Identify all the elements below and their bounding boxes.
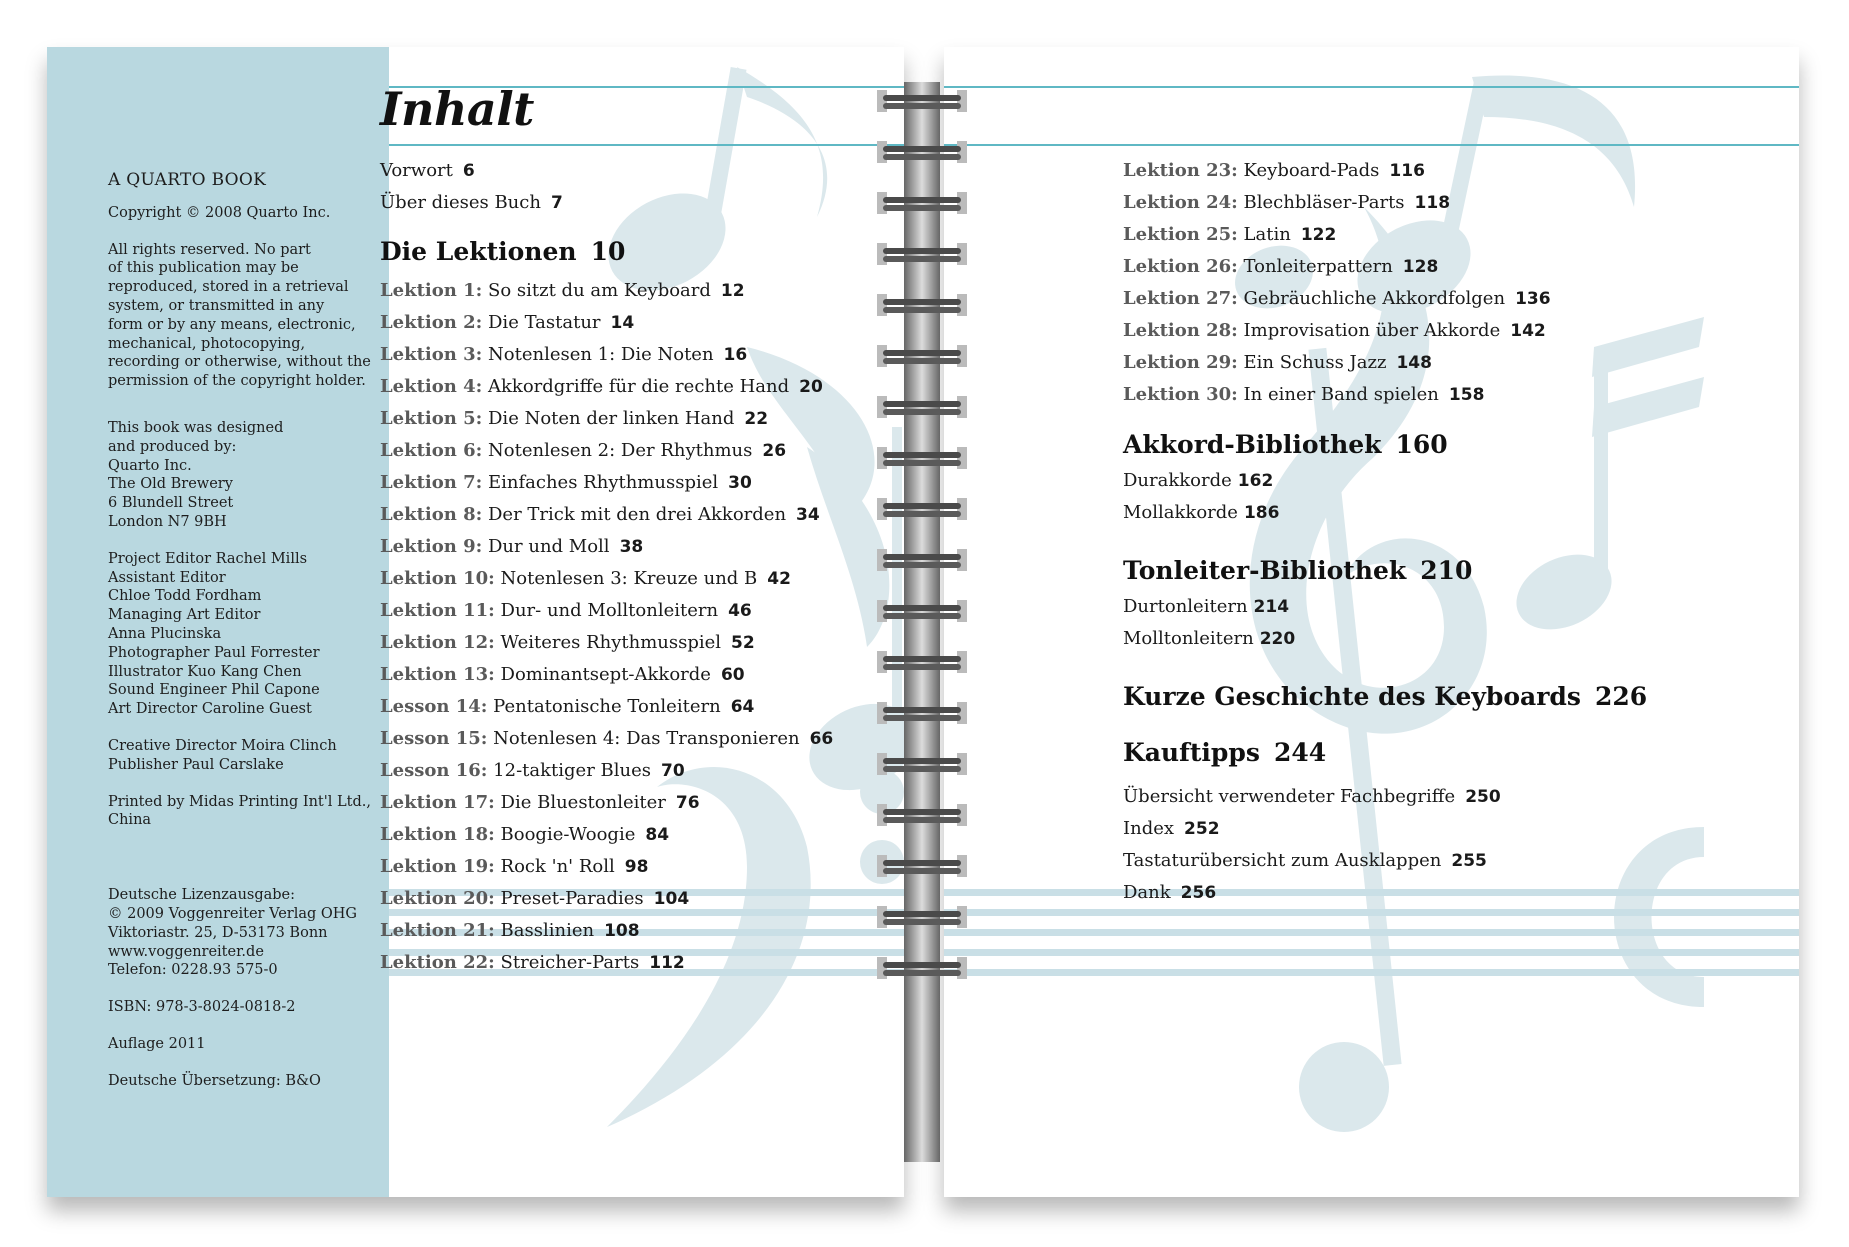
- lessons-list-right: [1123, 155, 1647, 411]
- lesson-entry[interactable]: [380, 467, 833, 499]
- lesson-label: Lektion 27:: [1123, 288, 1238, 309]
- lesson-page: 16: [723, 345, 748, 365]
- lesson-label: Lektion 20:: [380, 888, 495, 909]
- license-info: Deutsche Lizenzausgabe: © 2009 Voggenreiter Verlag OHG Viktoriastr. 25, D-53173 Bonn www.voggenreiter.de Telefon: 0228.93 575-0: [108, 887, 358, 979]
- lesson-page: 142: [1510, 321, 1546, 341]
- section-text: Die Lektionen: [380, 237, 577, 266]
- lesson-entry[interactable]: [1123, 347, 1647, 379]
- lesson-page: 46: [728, 601, 752, 621]
- lesson-title: Basslinien: [500, 920, 595, 941]
- entry-page: 256: [1180, 883, 1217, 903]
- lesson-page: 52: [731, 633, 755, 653]
- entry-text: Durtonleitern: [1123, 596, 1248, 617]
- credits-list: Project Editor Rachel Mills Assistant Editor Chloe Todd Fordham Managing Art Editor Anna Plucinska Photographer Paul Forrester Illustrator Kuo Kang Chen Sound Engineer Phil Capone Art Director Caroline Guest: [108, 550, 320, 718]
- lesson-page: 66: [809, 729, 834, 749]
- left-page: [47, 47, 904, 1197]
- section-page: 210: [1420, 556, 1473, 585]
- lesson-title: Streicher-Parts: [500, 952, 640, 973]
- entry-text: Vorwort: [380, 160, 453, 181]
- entry-page: 7: [550, 193, 563, 213]
- lesson-title: 12-taktiger Blues: [493, 760, 651, 781]
- lesson-entry[interactable]: [380, 339, 833, 371]
- lesson-title: Preset-Paradies: [500, 888, 644, 909]
- lesson-title: Dominantsept-Akkorde: [500, 664, 711, 685]
- lesson-label: Lektion 24:: [1123, 192, 1238, 213]
- section-heading-history[interactable]: [1123, 677, 1647, 717]
- lesson-label: Lektion 19:: [380, 856, 495, 877]
- lesson-title: Tonleiterpattern: [1243, 256, 1393, 277]
- lessons-list-left: [380, 275, 833, 979]
- printer-line: Printed by Midas Printing Int'l Ltd., China: [108, 793, 371, 829]
- lesson-label: Lektion 22:: [380, 952, 495, 973]
- lesson-title: Notenlesen 3: Kreuze und B: [500, 568, 758, 589]
- lesson-page: 118: [1414, 193, 1451, 213]
- lesson-entry[interactable]: [1123, 187, 1647, 219]
- lesson-title: Keyboard-Pads: [1243, 160, 1380, 181]
- toc-right-column: [1123, 155, 1647, 909]
- lesson-page: 64: [730, 697, 755, 717]
- lesson-label: Lektion 7:: [380, 472, 483, 493]
- imprint-heading: A QUARTO BOOK: [108, 170, 267, 190]
- section-heading-chords[interactable]: [1123, 425, 1647, 465]
- lesson-page: 98: [624, 857, 649, 877]
- lesson-page: 158: [1448, 385, 1485, 405]
- section-heading-tips[interactable]: [1123, 733, 1647, 773]
- lesson-entry[interactable]: [380, 499, 833, 531]
- entry-text: Übersicht verwendeter Fachbegriffe: [1123, 786, 1456, 807]
- lesson-entry[interactable]: [380, 851, 833, 883]
- section-page: 244: [1273, 738, 1327, 767]
- toc-entry[interactable]: [1123, 877, 1647, 909]
- lesson-entry[interactable]: [380, 307, 833, 339]
- lesson-label: Lesson 14:: [380, 696, 488, 717]
- lesson-title: Blechbläser-Parts: [1243, 192, 1405, 213]
- entry-text: Index: [1123, 818, 1175, 839]
- lesson-entry[interactable]: [1123, 219, 1647, 251]
- lesson-label: Lektion 3:: [380, 344, 483, 365]
- lesson-page: 128: [1402, 257, 1439, 277]
- lesson-page: 122: [1300, 225, 1337, 245]
- lesson-label: Lektion 12:: [380, 632, 495, 653]
- copyright-line: Copyright © 2008 Quarto Inc.: [108, 204, 331, 221]
- lesson-title: Notenlesen 1: Die Noten: [488, 344, 714, 365]
- lesson-entry[interactable]: [380, 723, 833, 755]
- lesson-entry[interactable]: [380, 275, 833, 307]
- lesson-entry[interactable]: [380, 947, 833, 979]
- toc-entry[interactable]: [1123, 497, 1647, 529]
- lesson-label: Lektion 5:: [380, 408, 483, 429]
- lesson-label: Lektion 11:: [380, 600, 495, 621]
- lesson-label: Lektion 13:: [380, 664, 495, 685]
- lesson-title: Die Tastatur: [488, 312, 601, 333]
- isbn-line: ISBN: 978-3-8024-0818-2: [108, 999, 296, 1016]
- section-text: Tonleiter-Bibliothek: [1123, 556, 1407, 585]
- lesson-label: Lektion 29:: [1123, 352, 1238, 373]
- lesson-title: Einfaches Rhythmusspiel: [488, 472, 719, 493]
- lesson-page: 30: [728, 473, 752, 493]
- lesson-title: Dur und Moll: [488, 536, 610, 557]
- spiral-binding: [877, 82, 967, 1162]
- lesson-label: Lektion 30:: [1123, 384, 1238, 405]
- lesson-entry[interactable]: [380, 435, 833, 467]
- entry-text: Über dieses Buch: [380, 192, 541, 213]
- lesson-entry[interactable]: [380, 627, 833, 659]
- section-page: 10: [590, 237, 626, 266]
- toc-entry[interactable]: [1123, 781, 1647, 813]
- lesson-title: In einer Band spielen: [1243, 384, 1439, 405]
- lesson-page: 60: [720, 665, 745, 685]
- lesson-page: 76: [675, 793, 700, 813]
- lesson-entry[interactable]: [1123, 315, 1647, 347]
- entry-page: 214: [1253, 597, 1290, 617]
- lesson-label: Lektion 18:: [380, 824, 495, 845]
- entry-page: 186: [1243, 503, 1280, 523]
- lesson-title: Notenlesen 2: Der Rhythmus: [488, 440, 753, 461]
- lesson-entry[interactable]: [1123, 283, 1647, 315]
- entry-page: 252: [1184, 819, 1220, 839]
- lesson-title: Die Bluestonleiter: [500, 792, 666, 813]
- lesson-entry[interactable]: [1123, 155, 1647, 187]
- lesson-label: Lektion 8:: [380, 504, 483, 525]
- lesson-title: Der Trick mit den drei Akkorden: [488, 504, 787, 525]
- lesson-page: 136: [1515, 289, 1551, 309]
- toc-entry[interactable]: [1123, 845, 1647, 877]
- entry-page: 255: [1451, 851, 1487, 871]
- entry-page: 250: [1465, 787, 1501, 807]
- entry-text: Mollakkorde: [1123, 502, 1238, 523]
- lesson-page: 20: [799, 377, 823, 397]
- lesson-label: Lesson 15:: [380, 728, 488, 749]
- lesson-entry[interactable]: [380, 691, 833, 723]
- lesson-entry[interactable]: [380, 755, 833, 787]
- lesson-page: 70: [661, 761, 685, 781]
- lesson-entry[interactable]: [380, 403, 833, 435]
- lesson-title: Latin: [1243, 224, 1291, 245]
- lesson-entry[interactable]: [380, 915, 833, 947]
- lesson-title: Dur- und Molltonleitern: [500, 600, 719, 621]
- lesson-title: Akkordgriffe für die rechte Hand: [488, 376, 790, 397]
- lesson-page: 38: [619, 537, 644, 557]
- section-page: 226: [1594, 682, 1648, 711]
- toc-entry[interactable]: [380, 187, 833, 219]
- lesson-page: 26: [762, 441, 787, 461]
- entry-text: Dank: [1123, 882, 1171, 903]
- lesson-label: Lektion 21:: [380, 920, 495, 941]
- lesson-label: Lektion 25:: [1123, 224, 1238, 245]
- lesson-entry[interactable]: [380, 371, 833, 403]
- lesson-label: Lektion 17:: [380, 792, 495, 813]
- entry-page: 220: [1259, 629, 1296, 649]
- lesson-label: Lektion 10:: [380, 568, 495, 589]
- section-text: Akkord-Bibliothek: [1123, 430, 1382, 459]
- lesson-label: Lektion 26:: [1123, 256, 1238, 277]
- lesson-label: Lektion 28:: [1123, 320, 1238, 341]
- toc-entry[interactable]: [1123, 623, 1647, 655]
- lesson-label: Lesson 16:: [380, 760, 488, 781]
- lesson-label: Lektion 4:: [380, 376, 483, 397]
- toc-entry[interactable]: [1123, 813, 1647, 845]
- lesson-title: Die Noten der linken Hand: [488, 408, 735, 429]
- lesson-label: Lektion 9:: [380, 536, 483, 557]
- lesson-label: Lektion 6:: [380, 440, 483, 461]
- lesson-title: Boogie-Woogie: [500, 824, 636, 845]
- section-heading-lessons[interactable]: [380, 235, 833, 269]
- entry-page: 162: [1237, 471, 1274, 491]
- lesson-label: Lektion 1:: [380, 280, 483, 301]
- lesson-title: So sitzt du am Keyboard: [488, 280, 711, 301]
- section-text: Kurze Geschichte des Keyboards: [1123, 682, 1581, 711]
- toc-entry[interactable]: [1123, 591, 1647, 623]
- right-page: [944, 47, 1799, 1197]
- lesson-label: Lektion 23:: [1123, 160, 1238, 181]
- lesson-label: Lektion 2:: [380, 312, 483, 333]
- lesson-entry[interactable]: [380, 563, 833, 595]
- section-text: Kauftipps: [1123, 738, 1260, 767]
- lesson-entry[interactable]: [1123, 379, 1647, 411]
- translation-line: Deutsche Übersetzung: B&O: [108, 1072, 321, 1089]
- lesson-title: Notenlesen 4: Das Transponieren: [493, 728, 800, 749]
- lesson-entry[interactable]: [1123, 251, 1647, 283]
- imprint-sidebar: [47, 47, 389, 1197]
- lesson-page: 148: [1396, 353, 1432, 373]
- lesson-page: 22: [744, 409, 769, 429]
- entry-text: Tastaturübersicht zum Ausklappen: [1123, 850, 1442, 871]
- lesson-title: Improvisation über Akkorde: [1243, 320, 1501, 341]
- lesson-title: Gebräuchliche Akkordfolgen: [1243, 288, 1506, 309]
- lesson-page: 42: [767, 569, 791, 589]
- lesson-entry[interactable]: [380, 787, 833, 819]
- lesson-entry[interactable]: [380, 819, 833, 851]
- lesson-page: 108: [604, 921, 640, 941]
- lesson-page: 12: [720, 281, 745, 301]
- toc-entry[interactable]: [1123, 465, 1647, 497]
- toc-left-column: [380, 155, 833, 979]
- entry-text: Durakkorde: [1123, 470, 1232, 491]
- lesson-page: 112: [649, 953, 685, 973]
- lesson-entry[interactable]: [380, 595, 833, 627]
- lesson-entry[interactable]: [380, 659, 833, 691]
- directors-list: Creative Director Moira Clinch Publisher Paul Carslake: [108, 737, 337, 773]
- toc-entry[interactable]: [380, 155, 833, 187]
- edition-line: Auflage 2011: [108, 1035, 206, 1052]
- lesson-title: Rock 'n' Roll: [500, 856, 615, 877]
- lesson-page: 116: [1389, 161, 1425, 181]
- lesson-page: 14: [610, 313, 635, 333]
- lesson-title: Weiteres Rhythmusspiel: [500, 632, 722, 653]
- section-heading-scales[interactable]: [1123, 551, 1647, 591]
- lesson-page: 84: [645, 825, 670, 845]
- entry-page: 6: [462, 161, 475, 181]
- lesson-entry[interactable]: [380, 531, 833, 563]
- entry-text: Molltonleitern: [1123, 628, 1254, 649]
- page-title: Inhalt: [380, 82, 534, 136]
- lesson-title: Pentatonische Tonleitern: [493, 696, 721, 717]
- imprint-text: [108, 171, 378, 1108]
- section-page: 160: [1395, 430, 1448, 459]
- lesson-entry[interactable]: [380, 883, 833, 915]
- rights-notice: All rights reserved. No part of this publication may be reproduced, stored in a retrieval system, or transmitted in any form or by any means, electronic, mechanical, photocopying, recording or otherwise, without the permission of the copyright holder.: [108, 241, 371, 390]
- lesson-page: 34: [796, 505, 820, 525]
- lesson-title: Ein Schuss Jazz: [1243, 352, 1387, 373]
- producer-address: This book was designed and produced by: Quarto Inc. The Old Brewery 6 Blundell Street London N7 9BH: [108, 419, 284, 530]
- lesson-page: 104: [653, 889, 690, 909]
